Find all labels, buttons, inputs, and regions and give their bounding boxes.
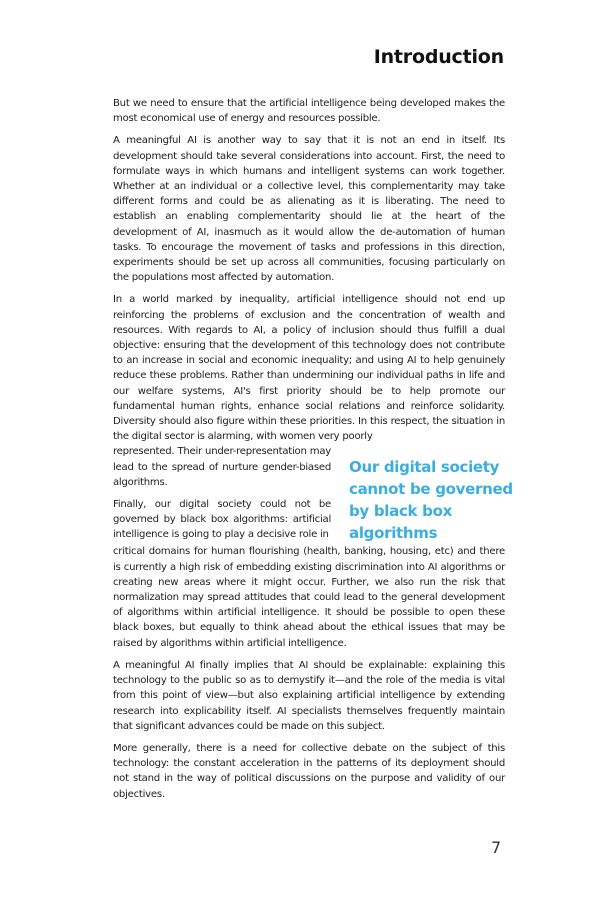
- page-number: 7: [491, 838, 502, 857]
- narrow-column: [113, 444, 331, 542]
- pull-quote: Our digital society cannot be governed by black box algorithms: [349, 458, 513, 543]
- paragraph: A meaningful AI finally implies that AI should be explainable: explaining this technology to the public so as to demystify it—and the role of the media is vital from this point of view—but also explaining artificial intelligence by extending research into explicability itself. AI specialists themselves frequently maintain that significant advances could be made on this subject.: [113, 659, 505, 732]
- paragraph: But we need to ensure that the artificial intelligence being developed makes the most economical use of energy and resources possible.: [113, 98, 505, 125]
- page-title: Introduction: [373, 46, 504, 68]
- paragraph: represented. Their under-representation may lead to the spread of nurture gender-biased algorithms.: [113, 446, 331, 488]
- paragraph: More generally, there is a need for collective debate on the subject of this technology: the constant acceleration in the patterns of its deployment should not stand in the way of political discussions on the purpose and validity of our objectives.: [113, 742, 505, 800]
- split-row: [113, 444, 513, 544]
- paragraph: Finally, our digital society could not be governed by black box algorithms: artificial intelligence is going to play a decisive role in: [113, 499, 331, 541]
- paragraph: A meaningful AI is another way to say that it is not an end in itself. Its development should take several considerations into account. First, the need to formulate ways in which humans and intelligent systems can work together. Whether at an individual or a collective level, this complementarity may take different forms and could be as alienating as it is liberating. The need to establish an enabling complementarity should lie at the heart of the development of AI, inasmuch as it would allow the de-automation of human tasks. To encourage the movement of tasks and professions in this direction, experiments should be set up across all communities, focusing particularly on the populations most affected by automation.: [113, 135, 505, 284]
- paragraph: In a world marked by inequality, artificial intelligence should not end up reinforcing the problems of exclusion and the concentration of wealth and resources. With regards to AI, a policy of inclusion should thus fulfill a dual objective: ensuring that the development of this technology does not contribute to an increase in social and economic inequality; and using AI to help genuinely reduce these problems. Rather than undermining our individual paths in life and our welfare systems, AI's first priority should be to help promote our fundamental human rights, enhance social relations and reinforce solidarity. Diversity should also figure within these priorities. In this respect, the situation in the digital sector is alarming, with women very poorly: [113, 294, 505, 443]
- paragraph: critical domains for human flourishing (health, banking, housing, etc) and there is currently a high risk of embedding existing discrimination into AI algorithms or creating new areas where it might occur. Further, we also run the risk that normalization may spread attitudes that could lead to the general development of algorithms within artificial intelligence. It should be possible to open these black boxes, but equally to think ahead about the ethical issues that may be raised by algorithms within artificial intelligence.: [113, 546, 505, 649]
- body-text: [113, 96, 513, 809]
